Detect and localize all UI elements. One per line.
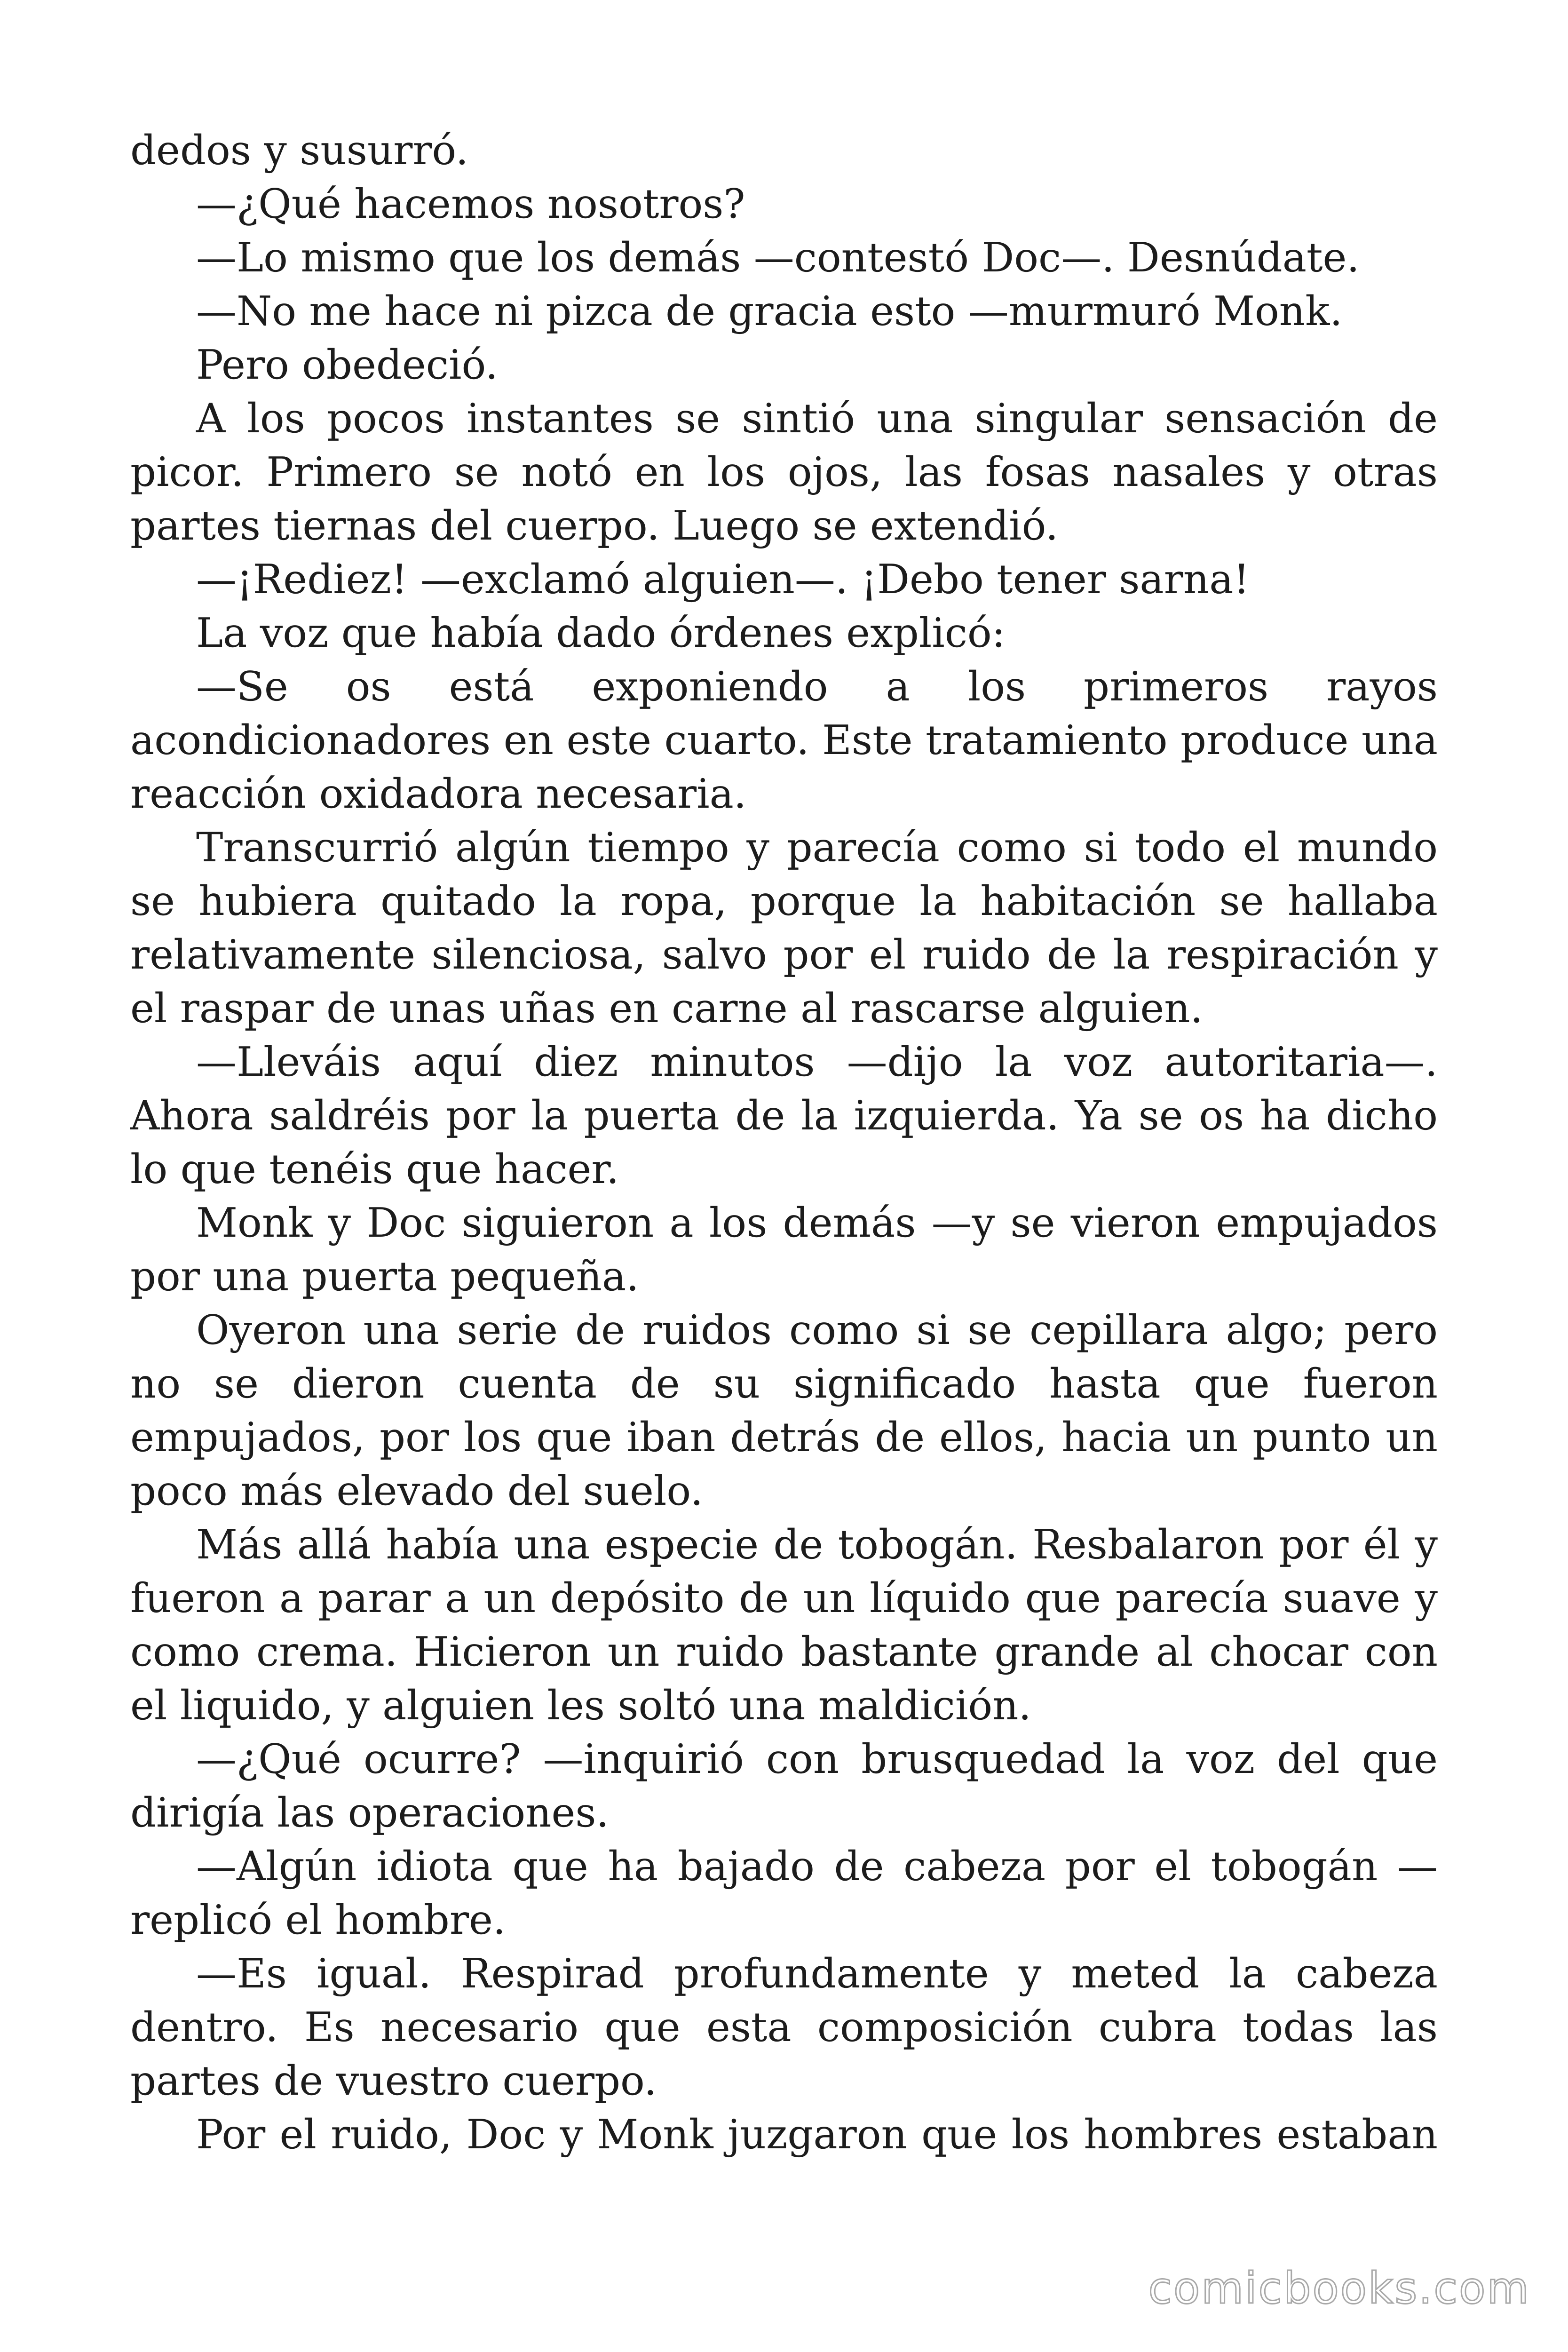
paragraph: —Se os está exponiendo a los primeros rayos acondicionadores en este cuarto. Este tratamiento produce una reacción oxidadora necesaria.	[130, 663, 1438, 818]
paragraph: A los pocos instantes se sintió una singular sensación de picor. Primero se notó en los ojos, las fosas nasales y otras partes tiernas del cuerpo. Luego se extendió.	[130, 395, 1438, 549]
paragraph: La voz que había dado órdenes explicó:	[196, 610, 1006, 657]
paragraph: —Algún idiota que ha bajado de cabeza por el tobogán —replicó el hombre.	[130, 1843, 1438, 1944]
paragraph: —Lo mismo que los demás —contestó Doc—. Desnúdate.	[196, 234, 1360, 281]
paragraph: Por el ruido, Doc y Monk juzgaron que los hombres estaban	[196, 2111, 1438, 2158]
paragraph: Transcurrió algún tiempo y parecía como si todo el mundo se hubiera quitado la ropa, porque la habitación se hallaba relativamente silenciosa, salvo por el ruido de la respiración y el raspar de unas uñas en carne al rascarse alguien.	[130, 824, 1438, 1032]
paragraph: —¿Qué ocurre? —inquirió con brusquedad la voz del que dirigía las operaciones.	[130, 1736, 1438, 1836]
page-body	[130, 124, 1438, 2161]
paragraph: dedos y susurró.	[130, 127, 469, 174]
watermark: comicbooks.com	[1148, 2263, 1530, 2313]
paragraph: —Es igual. Respirad profundamente y meted la cabeza dentro. Es necesario que esta composición cubra todas las partes de vuestro cuerpo.	[130, 1950, 1438, 2105]
paragraph: —No me hace ni pizca de gracia esto —murmuró Monk.	[196, 288, 1343, 335]
paragraph: Monk y Doc siguieron a los demás —y se vieron empujados por una puerta pequeña.	[130, 1200, 1438, 1300]
paragraph: —¡Rediez! —exclamó alguien—. ¡Debo tener sarna!	[196, 556, 1250, 603]
paragraph: Oyeron una serie de ruidos como si se cepillara algo; pero no se dieron cuenta de su significado hasta que fueron empujados, por los que iban detrás de ellos, hacia un punto un poco más elevado del suelo.	[130, 1307, 1438, 1515]
paragraph: Más allá había una especie de tobogán. Resbalaron por él y fueron a parar a un depósito de un líquido que parecía suave y como crema. Hicieron un ruido bastante grande al chocar con el liquido, y alguien les soltó una maldición.	[130, 1521, 1438, 1729]
paragraph: —Lleváis aquí diez minutos —dijo la voz autoritaria—. Ahora saldréis por la puerta de la izquierda. Ya se os ha dicho lo que tenéis que hacer.	[130, 1039, 1438, 1193]
paragraph: —¿Qué hacemos nosotros?	[196, 181, 745, 228]
paragraph: Pero obedeció.	[196, 342, 499, 389]
